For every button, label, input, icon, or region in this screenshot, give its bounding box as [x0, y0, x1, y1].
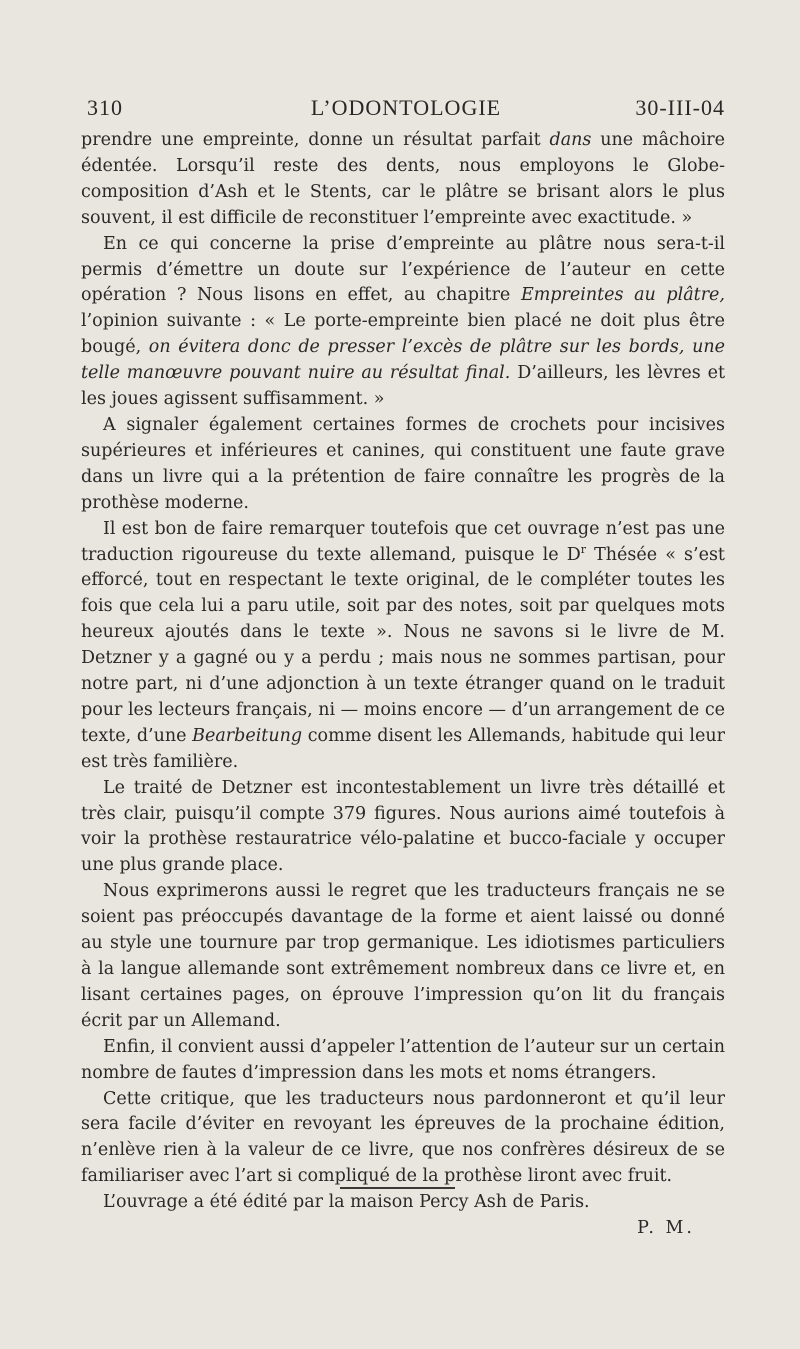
paragraph-6: Nous exprimerons aussi le regret que les traducteurs français ne se soient pas préoccupés davantage de la forme et aient laissé ou donné au style une tournure par trop germanique. Les idiotismes particuliers à la langue allemande sont extrêmement nombreux dans ce livre et, en lisant certaines pages, on éprouve l’impression qu’on lit du français écrit par un Allemand. [81, 881, 725, 1031]
article-body [81, 128, 725, 1242]
paragraph-1 [81, 128, 725, 232]
end-rule [340, 1187, 455, 1189]
paragraph-4 [81, 517, 725, 776]
text-run: D’ailleurs, les lèvres et les joues agissent suffisamment. » [81, 363, 725, 410]
signature: P. M. [637, 1218, 695, 1239]
paragraph-8: Cette critique, que les traducteurs nous pardonneront et qu’il leur sera facile d’éviter en revoyant les épreuves de la prochaine édition, n’enlève rien à la valeur de ce livre, que nos confrères désireux de se familiariser avec l’art si compliqué de la prothèse liront avec fruit. [81, 1088, 725, 1187]
italic-run: Bearbeitung [192, 725, 303, 746]
running-header [87, 95, 725, 123]
text-run: l’opinion suivante : « Le porte-empreinte bien placé ne doit plus être bougé, [81, 311, 725, 358]
italic-quote: on évitera donc de presser l’excès de plâtre sur les bords, une telle manœuvre pouvant nuire au résultat final. [81, 337, 725, 384]
paragraph-3: A signaler également certaines formes de crochets pour incisives supérieures et inférieures et canines, qui constituent une faute grave dans un livre qui a la prétention de faire connaître les progrès de la prothèse moderne. [81, 414, 725, 513]
text-run: comme disent les Allemands, habitude qui leur est très familière. [81, 725, 725, 772]
italic-run: dans [549, 130, 592, 150]
italic-run: Empreintes au plâtre, [520, 285, 725, 306]
paragraph-7: Enfin, il convient aussi d’appeler l’attention de l’auteur sur un certain nombre de fautes d’impression dans les mots et noms étrangers. [81, 1036, 725, 1083]
text-run: Thésée « s’est efforcé, tout en respectant le texte original, de le compléter toutes les fois que cela lui a paru utile, soit par des notes, soit par quelques mots heureux ajoutés dans le texte ». Nous ne savons si le livre de M. Detzner y a gagné ou y a perdu ; mais nous ne sommes partisan, pour notre part, ni d’une adjonction à un texte étranger quand on le traduit pour les lecteurs français, ni — moins encore — d’un arrangement de ce texte, d’une [81, 544, 725, 746]
text-run: une mâchoire édentée. Lorsqu’il reste des dents, nous employons le Globe-composition d’Ash et le Stents, car le plâtre se brisant alors le plus souvent, il est difficile de reconstituer l’empreinte avec exactitude. » [81, 130, 725, 228]
running-title: L’ODONTOLOGIE [310, 95, 502, 120]
text-run: Il est bon de faire remarquer toutefois que cet ouvrage n’est pas une traduction rigoureuse du texte allemand, puisque le D [81, 518, 725, 565]
paragraph-5: Le traité de Detzner est incontestablement un livre très détaillé et très clair, puisqu’il compte 379 figures. Nous aurions aimé toutefois à voir la prothèse restauratrice vélo-palatine et bucco-faciale y occuper une plus grande place. [81, 777, 725, 876]
text-run: En ce qui concerne la prise d’empreinte au plâtre nous sera-t-il permis d’émettre un doute sur l’expérience de l’auteur en cette opération ? Nous lisons en effet, au chapitre [81, 233, 725, 306]
page-number: 310 [87, 95, 123, 120]
paragraph-9: L’ouvrage a été édité par la maison Percy Ash de Paris. [103, 1192, 590, 1213]
issue-date: 30-III-04 [635, 95, 725, 120]
paragraph-2 [81, 232, 725, 413]
superscript: r [580, 542, 586, 556]
text-run: prendre une empreinte, donne un résultat parfait [81, 130, 541, 150]
